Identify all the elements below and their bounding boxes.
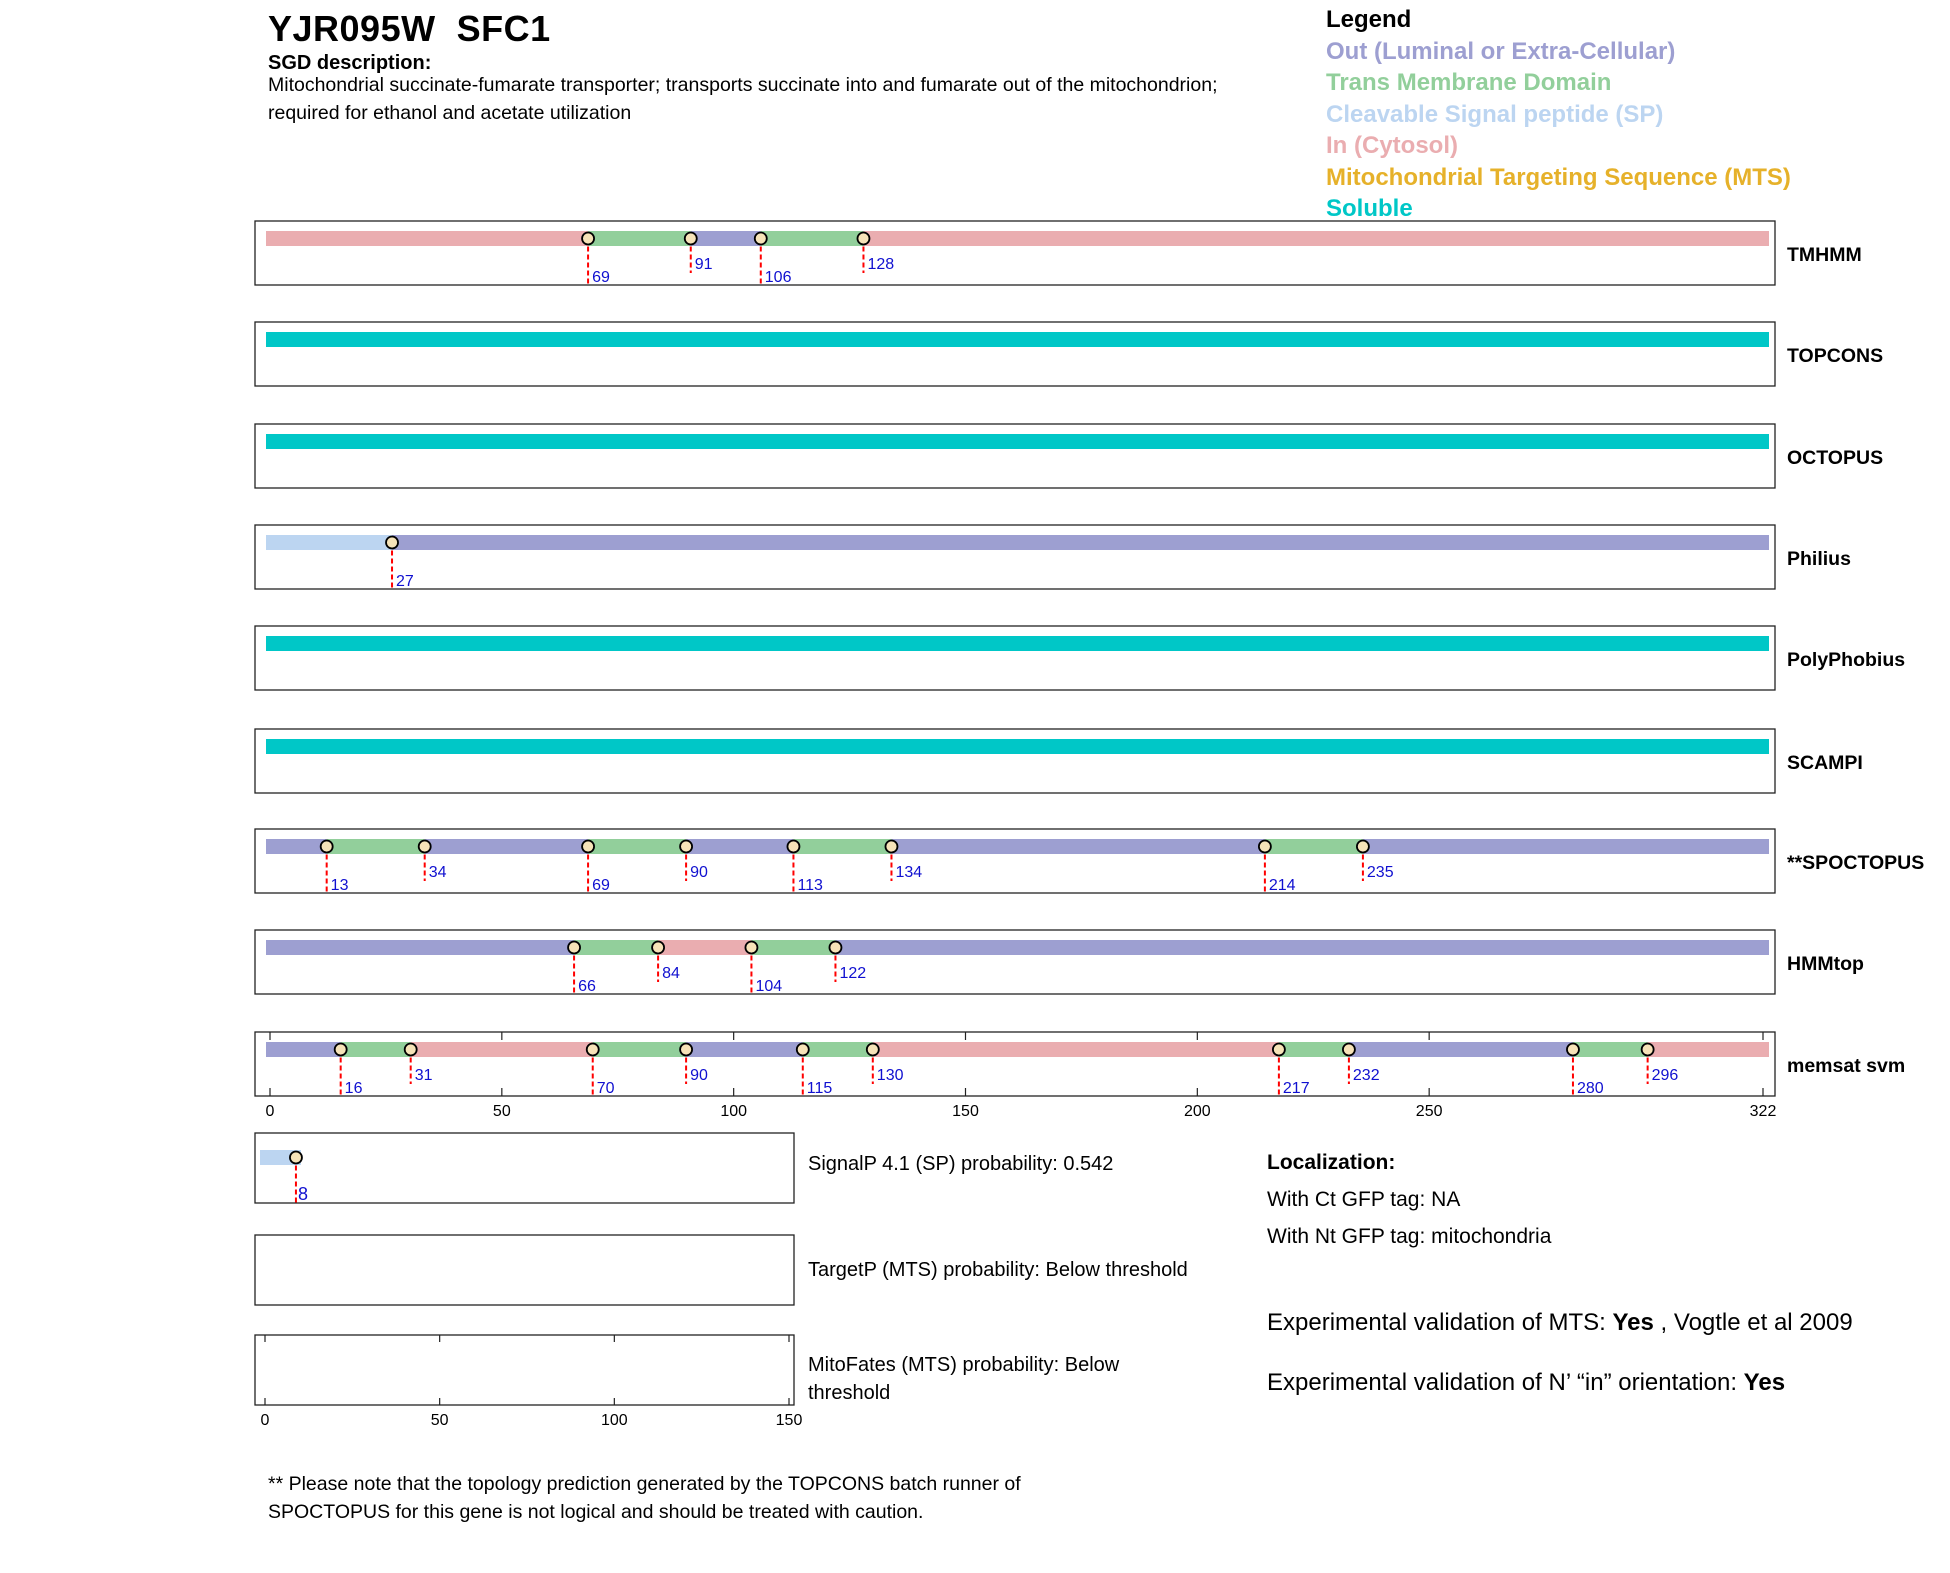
footnote: [268, 1470, 1168, 1526]
boundary-label: 69: [592, 877, 610, 894]
x-tick-label: 0: [260, 1412, 270, 1429]
boundary-label: 128: [867, 256, 895, 273]
boundary-marker: [857, 233, 869, 245]
boundary-marker: [582, 841, 594, 853]
segment-tm: [341, 1042, 411, 1057]
track-panels: [255, 221, 1924, 1120]
segment-out: [691, 231, 761, 246]
track-memsatsvm: [255, 1032, 1905, 1120]
track-label: SCAMPI: [1787, 752, 1863, 774]
track-spoctopus: [255, 829, 1924, 894]
boundary-label: 27: [396, 573, 414, 590]
legend-item-tm: Trans Membrane Domain: [1326, 69, 1612, 96]
segment-out: [266, 839, 327, 854]
validation-mts-source: , Vogtle et al 2009: [1653, 1309, 1853, 1336]
segment-out: [686, 1042, 803, 1057]
boundary-label: 70: [596, 1080, 615, 1097]
track-octopus: [255, 424, 1883, 488]
boundary-label: 8: [297, 1184, 308, 1204]
track-label: Philius: [1787, 548, 1851, 570]
segment-in: [1648, 1042, 1769, 1057]
boundary-label: 90: [690, 1067, 708, 1084]
track-frame: [255, 729, 1775, 793]
segment-tm: [1265, 839, 1363, 854]
x-tick-label: 150: [775, 1412, 803, 1429]
track-label: memsat svm: [1787, 1055, 1906, 1077]
boundary-marker: [587, 1044, 599, 1056]
track-label: HMMtop: [1787, 953, 1864, 975]
panel-frame: [255, 1133, 794, 1203]
validation-orientation: [1267, 1369, 1785, 1397]
x-tick-label: 50: [430, 1412, 449, 1429]
segment-sp: [266, 535, 392, 550]
validation-orientation-label: Experimental validation of N’ “in” orientation:: [1267, 1369, 1744, 1396]
segment-out: [266, 1042, 341, 1057]
segment-tm: [793, 839, 891, 854]
segment-out: [425, 839, 588, 854]
legend-item-sp: Cleavable Signal peptide (SP): [1326, 100, 1664, 128]
gene-id: YJR095W: [268, 8, 436, 49]
boundary-marker: [680, 841, 692, 853]
track-label: **SPOCTOPUS: [1787, 852, 1925, 874]
segment-tm: [1573, 1042, 1648, 1057]
boundary-label: 104: [755, 978, 783, 995]
segment-soluble: [266, 434, 1769, 449]
validation-mts-label: Experimental validation of MTS:: [1267, 1309, 1613, 1336]
boundary-marker: [321, 841, 333, 853]
boundary-label: 91: [694, 256, 713, 273]
boundary-label: 16: [344, 1080, 363, 1097]
footnote-line: ** Please note that the topology prediction generated by the TOPCONS batch runner of: [268, 1473, 1021, 1495]
boundary-marker: [1357, 841, 1369, 853]
gene-name: SFC1: [456, 8, 551, 49]
x-tick-label: 50: [492, 1103, 511, 1120]
boundary-marker: [680, 1044, 692, 1056]
boundary-marker: [1567, 1044, 1579, 1056]
boundary-label: 134: [895, 864, 923, 881]
legend: [1326, 4, 1791, 225]
boundary-label: 34: [428, 864, 447, 881]
panel-frame: [255, 1335, 794, 1405]
mitofates-probability: [808, 1351, 1119, 1407]
boundary-marker: [335, 1044, 347, 1056]
segment-soluble: [266, 332, 1769, 347]
boundary-label: 232: [1352, 1067, 1380, 1084]
segment-tm: [1279, 1042, 1349, 1057]
gene-title: [268, 8, 551, 50]
track-label: TOPCONS: [1787, 345, 1884, 367]
track-frame: [255, 525, 1775, 589]
boundary-marker: [1642, 1044, 1654, 1056]
boundary-label: 13: [330, 877, 349, 894]
boundary-marker: [568, 942, 580, 954]
boundary-label: 122: [839, 965, 867, 982]
segment-in: [266, 231, 588, 246]
boundary-marker: [829, 942, 841, 954]
track-label: OCTOPUS: [1787, 447, 1884, 469]
boundary-marker: [405, 1044, 417, 1056]
legend-item-in: In (Cytosol): [1326, 132, 1458, 159]
x-tick-label: 322: [1749, 1103, 1777, 1120]
segment-out: [1363, 839, 1769, 854]
segment-in: [411, 1042, 593, 1057]
boundary-label: 84: [662, 965, 680, 982]
track-frame: [255, 829, 1775, 893]
segment-tm: [761, 231, 864, 246]
boundary-label: 31: [414, 1067, 433, 1084]
panel-mitofates: [255, 1335, 802, 1429]
boundary-label: 90: [690, 864, 708, 881]
small-panels: [255, 1133, 802, 1429]
boundary-marker: [685, 233, 697, 245]
boundary-label: 214: [1268, 877, 1296, 894]
boundary-marker: [386, 537, 398, 549]
track-frame: [255, 322, 1775, 386]
validation-mts-value: Yes: [1612, 1309, 1654, 1336]
sgd-description: [268, 71, 1308, 127]
track-topcons: [255, 322, 1883, 386]
boundary-marker: [867, 1044, 879, 1056]
validation-orientation-value: Yes: [1743, 1369, 1786, 1396]
segment-soluble: [266, 739, 1769, 754]
localization-ct: With Ct GFP tag: NA: [1267, 1188, 1461, 1211]
localization-title: Localization:: [1267, 1151, 1396, 1174]
track-polyphobius: [255, 626, 1905, 690]
segment-tm: [751, 940, 835, 955]
segment-tm: [588, 839, 686, 854]
legend-item-soluble: Soluble: [1326, 195, 1413, 222]
segment-out: [835, 940, 1769, 955]
boundary-label: 130: [876, 1067, 904, 1084]
x-tick-label: 200: [1183, 1103, 1211, 1120]
panel-targetp: [255, 1235, 794, 1305]
signalp-probability: SignalP 4.1 (SP) probability: 0.542: [808, 1153, 1114, 1175]
segment-out: [392, 535, 1769, 550]
boundary-label: 106: [764, 269, 792, 286]
boundary-marker: [1259, 841, 1271, 853]
track-frame: [255, 930, 1775, 994]
boundary-marker: [797, 1044, 809, 1056]
panel-frame: [255, 1235, 794, 1305]
track-philius: [255, 525, 1851, 590]
sgd-label: SGD description:: [268, 52, 432, 74]
boundary-marker: [1343, 1044, 1355, 1056]
segment-out: [1349, 1042, 1573, 1057]
segment-in: [658, 940, 751, 955]
segment-out: [686, 839, 793, 854]
segment-out: [266, 940, 574, 955]
segment-in: [873, 1042, 1279, 1057]
boundary-label: 217: [1282, 1080, 1310, 1097]
boundary-marker: [290, 1152, 302, 1164]
boundary-label: 69: [592, 269, 610, 286]
segment-out: [891, 839, 1264, 854]
boundary-marker: [885, 841, 897, 853]
footnote-line: SPOCTOPUS for this gene is not logical and should be treated with caution.: [268, 1501, 924, 1523]
boundary-label: 235: [1366, 864, 1394, 881]
segment-tm: [803, 1042, 873, 1057]
targetp-probability: TargetP (MTS) probability: Below threshold: [808, 1259, 1188, 1281]
track-frame: [255, 424, 1775, 488]
sgd-description-line: required for ethanol and acetate utilization: [268, 102, 632, 124]
segment-soluble: [266, 636, 1769, 651]
boundary-label: 296: [1651, 1067, 1679, 1084]
segment-tm: [588, 231, 691, 246]
track-label: PolyPhobius: [1787, 649, 1906, 671]
x-tick-label: 150: [952, 1103, 979, 1120]
boundary-marker: [745, 942, 757, 954]
track-hmmtop: [255, 930, 1864, 995]
boundary-label: 113: [797, 877, 823, 894]
localization-nt: With Nt GFP tag: mitochondria: [1267, 1225, 1552, 1248]
x-tick-label: 100: [720, 1103, 748, 1120]
track-frame: [255, 626, 1775, 690]
boundary-marker: [787, 841, 799, 853]
panel-signalp: [255, 1133, 794, 1204]
segment-tm: [593, 1042, 686, 1057]
sgd-description-line: Mitochondrial succinate-fumarate transporter; transports succinate into and fumarate out of the mitochondrion;: [268, 74, 1218, 96]
segment-tm: [327, 839, 425, 854]
boundary-marker: [582, 233, 594, 245]
track-frame: [255, 1032, 1775, 1096]
legend-item-out: Out (Luminal or Extra-Cellular): [1326, 37, 1676, 65]
x-tick-label: 100: [600, 1412, 628, 1429]
x-tick-label: 0: [265, 1103, 275, 1120]
segment-tm: [574, 940, 658, 955]
legend-title: Legend: [1326, 6, 1412, 33]
boundary-label: 66: [578, 978, 596, 995]
track-tmhmm: [255, 221, 1862, 286]
boundary-marker: [652, 942, 664, 954]
track-scampi: [255, 729, 1863, 793]
track-frame: [255, 221, 1775, 285]
validation-mts: [1267, 1309, 1853, 1337]
track-label: TMHMM: [1787, 244, 1862, 266]
x-tick-label: 250: [1415, 1103, 1443, 1120]
boundary-label: 115: [806, 1080, 833, 1097]
boundary-marker: [1273, 1044, 1285, 1056]
segment-in: [863, 231, 1769, 246]
boundary-label: 280: [1576, 1080, 1604, 1097]
mitofates-line: MitoFates (MTS) probability: Below: [808, 1354, 1120, 1376]
legend-item-mts: Mitochondrial Targeting Sequence (MTS): [1326, 163, 1791, 191]
mitofates-line: threshold: [808, 1382, 891, 1404]
boundary-marker: [755, 233, 767, 245]
boundary-marker: [419, 841, 431, 853]
